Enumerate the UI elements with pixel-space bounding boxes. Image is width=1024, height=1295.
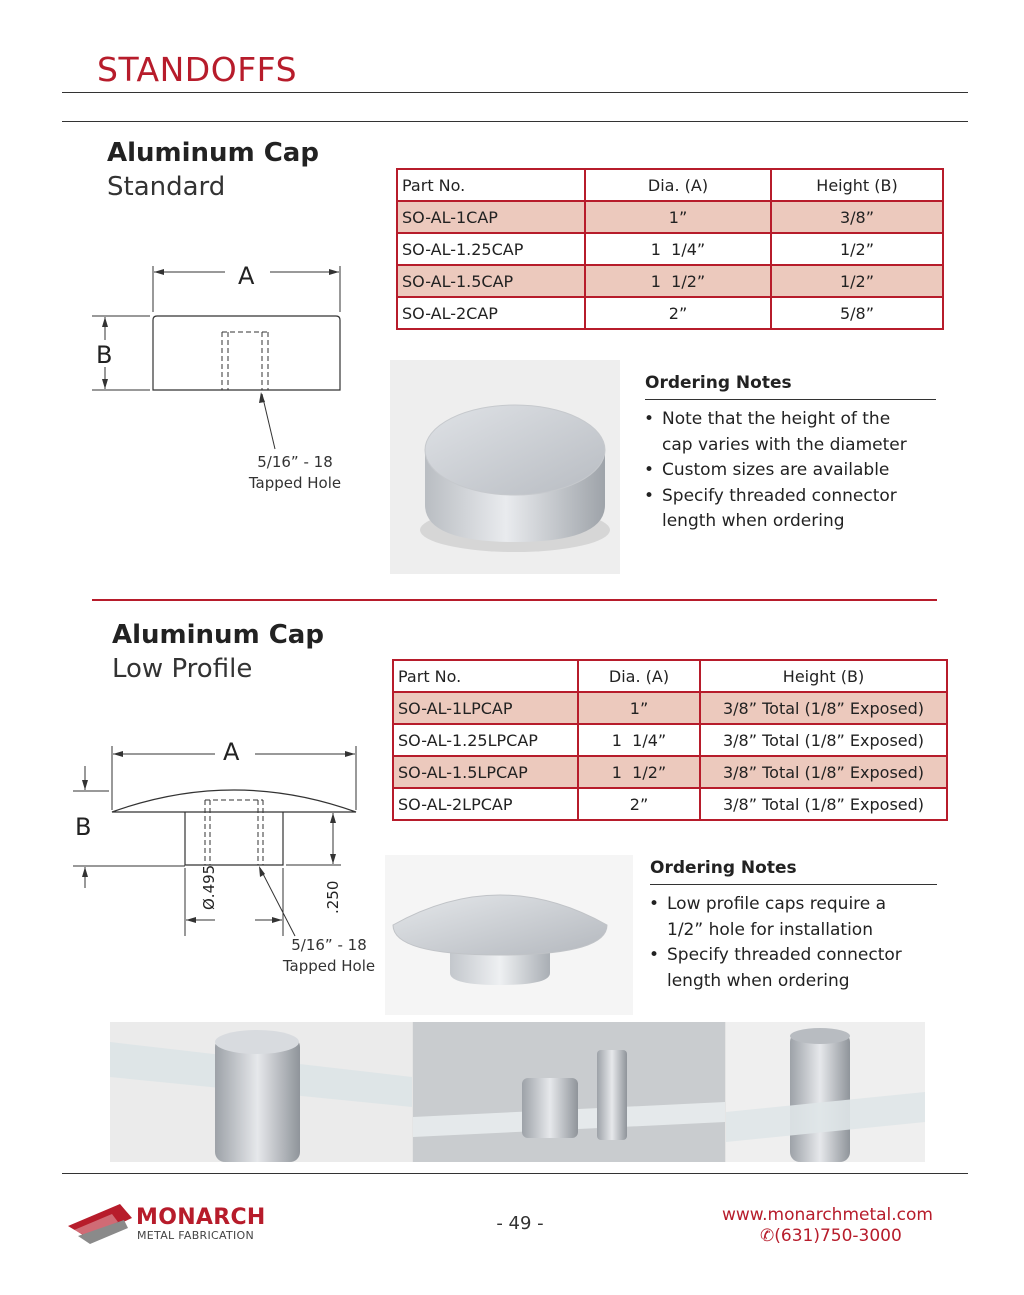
cell-dia: 1 1/2” [578, 756, 700, 788]
col-height: Height (B) [700, 660, 947, 692]
hole-note-line-2: Tapped Hole [282, 957, 376, 975]
col-part-no: Part No. [393, 660, 578, 692]
table-row [397, 265, 943, 297]
dimension-a-label: A [238, 262, 255, 290]
standard-hole-note [236, 452, 354, 494]
lowprofile-cap-photo [385, 855, 633, 1015]
cell-height: 1/2” [771, 233, 943, 265]
lowprofile-dimension-a-label: A [223, 738, 240, 766]
col-part-no: Part No. [397, 169, 585, 201]
table-row [393, 788, 947, 820]
cell-height: 3/8” Total (1/8” Exposed) [700, 788, 947, 820]
website-link[interactable]: www.monarchmetal.com [722, 1205, 933, 1225]
list-item: • Specify threaded connector length when ordering [643, 943, 937, 994]
table-header-row [397, 169, 943, 201]
phone-icon: ✆ [760, 1226, 775, 1246]
lowprofile-notes-divider [650, 884, 937, 885]
lowprofile-notes-title: Ordering Notes [650, 858, 797, 878]
cell-part-no: SO-AL-2LPCAP [393, 788, 578, 820]
section-lowprofile-heading [112, 618, 324, 686]
monarch-logo-icon [68, 1196, 134, 1246]
cell-height: 3/8” Total (1/8” Exposed) [700, 724, 947, 756]
cell-part-no: SO-AL-1CAP [397, 201, 585, 233]
cell-part-no: SO-AL-1.25LPCAP [393, 724, 578, 756]
cell-height: 3/8” [771, 201, 943, 233]
standard-spec-table [396, 168, 944, 330]
col-dia: Dia. (A) [578, 660, 700, 692]
brand-subtitle: METAL FABRICATION [137, 1229, 255, 1242]
table-header-row [393, 660, 947, 692]
section-lowprofile-subtitle: Low Profile [112, 654, 253, 684]
cell-part-no: SO-AL-1.25CAP [397, 233, 585, 265]
cell-dia: 1” [578, 692, 700, 724]
page-number: - 49 - [496, 1213, 544, 1234]
phone-contact[interactable] [760, 1226, 902, 1246]
col-dia: Dia. (A) [585, 169, 771, 201]
lowprofile-dimension-b-label: B [75, 813, 92, 841]
hole-note-line-1: 5/16” - 18 [257, 453, 333, 471]
standard-notes-divider [645, 399, 936, 400]
cell-part-no: SO-AL-1LPCAP [393, 692, 578, 724]
cell-dia: 2” [585, 297, 771, 329]
table-row [397, 233, 943, 265]
section-divider [92, 599, 937, 601]
section-standard-subtitle: Standard [107, 172, 226, 202]
dimension-height-label: .250 [324, 880, 342, 914]
installation-photo-strip [110, 1022, 925, 1162]
standard-notes-title: Ordering Notes [645, 373, 792, 393]
cell-height: 5/8” [771, 297, 943, 329]
cell-dia: 1 1/4” [585, 233, 771, 265]
page-title: STANDOFFS [97, 50, 298, 89]
cell-height: 1/2” [771, 265, 943, 297]
hole-note-line-2: Tapped Hole [248, 474, 342, 492]
footer-divider [62, 1173, 968, 1174]
cell-dia: 1 1/4” [578, 724, 700, 756]
lowprofile-hole-note [270, 935, 388, 977]
cell-part-no: SO-AL-2CAP [397, 297, 585, 329]
table-row [393, 756, 947, 788]
cell-height: 3/8” Total (1/8” Exposed) [700, 692, 947, 724]
brand-name: MONARCH [136, 1205, 266, 1230]
list-item: • Specify threaded connector length when ordering [638, 484, 932, 535]
table-row [397, 201, 943, 233]
cell-dia: 1” [585, 201, 771, 233]
lowprofile-spec-table [392, 659, 948, 821]
header-divider [62, 92, 968, 93]
lowprofile-notes-list [643, 892, 943, 994]
section-standard-title: Aluminum Cap [107, 138, 319, 168]
table-row [397, 297, 943, 329]
dimension-b-label: B [96, 341, 113, 369]
section-lowprofile-title: Aluminum Cap [112, 620, 324, 650]
cell-height: 3/8” Total (1/8” Exposed) [700, 756, 947, 788]
standard-notes-list [638, 407, 938, 535]
phone-number: (631)750-3000 [774, 1226, 902, 1246]
cell-part-no: SO-AL-1.5CAP [397, 265, 585, 297]
header-divider-2 [62, 121, 968, 122]
list-item: • Note that the height of the cap varies with the diameter [638, 407, 912, 458]
table-row [393, 724, 947, 756]
list-item: • Low profile caps require a 1/2” hole for installation [643, 892, 922, 943]
section-standard-heading [107, 136, 319, 204]
cell-part-no: SO-AL-1.5LPCAP [393, 756, 578, 788]
dimension-diameter-label: Ø.495 [200, 864, 218, 910]
standard-cap-photo [390, 360, 620, 574]
list-item: • Custom sizes are available [638, 458, 938, 484]
cell-dia: 2” [578, 788, 700, 820]
table-row [393, 692, 947, 724]
cell-dia: 1 1/2” [585, 265, 771, 297]
col-height: Height (B) [771, 169, 943, 201]
hole-note-line-1: 5/16” - 18 [291, 936, 367, 954]
